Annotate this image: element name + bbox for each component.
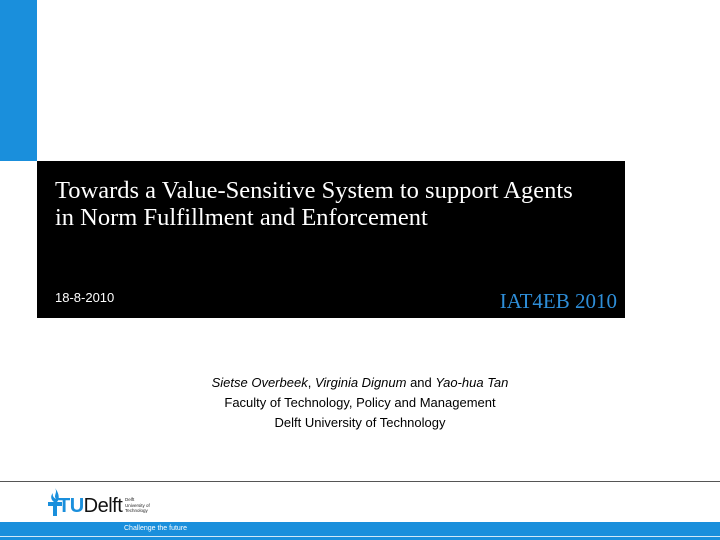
university-line: Delft University of Technology xyxy=(274,415,446,430)
slide-date: 18-8-2010 xyxy=(55,290,115,305)
slide-title: Towards a Value-Sensitive System to support Agents in Norm Fulfillment and Enforcement xyxy=(55,177,573,231)
author-dignum: Virginia Dignum xyxy=(314,375,407,390)
uni-label-line: Delft xyxy=(125,497,135,502)
author-tan: Yao-hua Tan xyxy=(435,375,509,390)
footer-divider xyxy=(0,481,720,482)
faculty-line: Faculty of Technology, Policy and Management xyxy=(224,395,496,410)
tudelft-logo xyxy=(44,487,124,519)
logo-tu: TU xyxy=(58,495,84,517)
author-overbeek: Sietse Overbeek xyxy=(211,375,308,390)
uni-label-line: University of xyxy=(125,502,150,508)
accent-bar xyxy=(0,0,37,161)
logo-wordmark xyxy=(58,495,122,517)
university-label xyxy=(125,497,165,514)
title-box xyxy=(37,161,625,318)
author-line xyxy=(0,373,720,393)
footer-band-line xyxy=(0,536,720,537)
footer-band xyxy=(0,522,720,540)
uni-label-line: Technology xyxy=(125,508,148,513)
logo-delft: Delft xyxy=(83,495,123,517)
author-separator: , xyxy=(307,375,315,390)
author-separator: and xyxy=(406,375,436,390)
authors-block xyxy=(0,373,720,433)
conference-name: IAT4EB 2010 xyxy=(499,289,617,313)
tagline: Challenge the future xyxy=(124,525,188,532)
